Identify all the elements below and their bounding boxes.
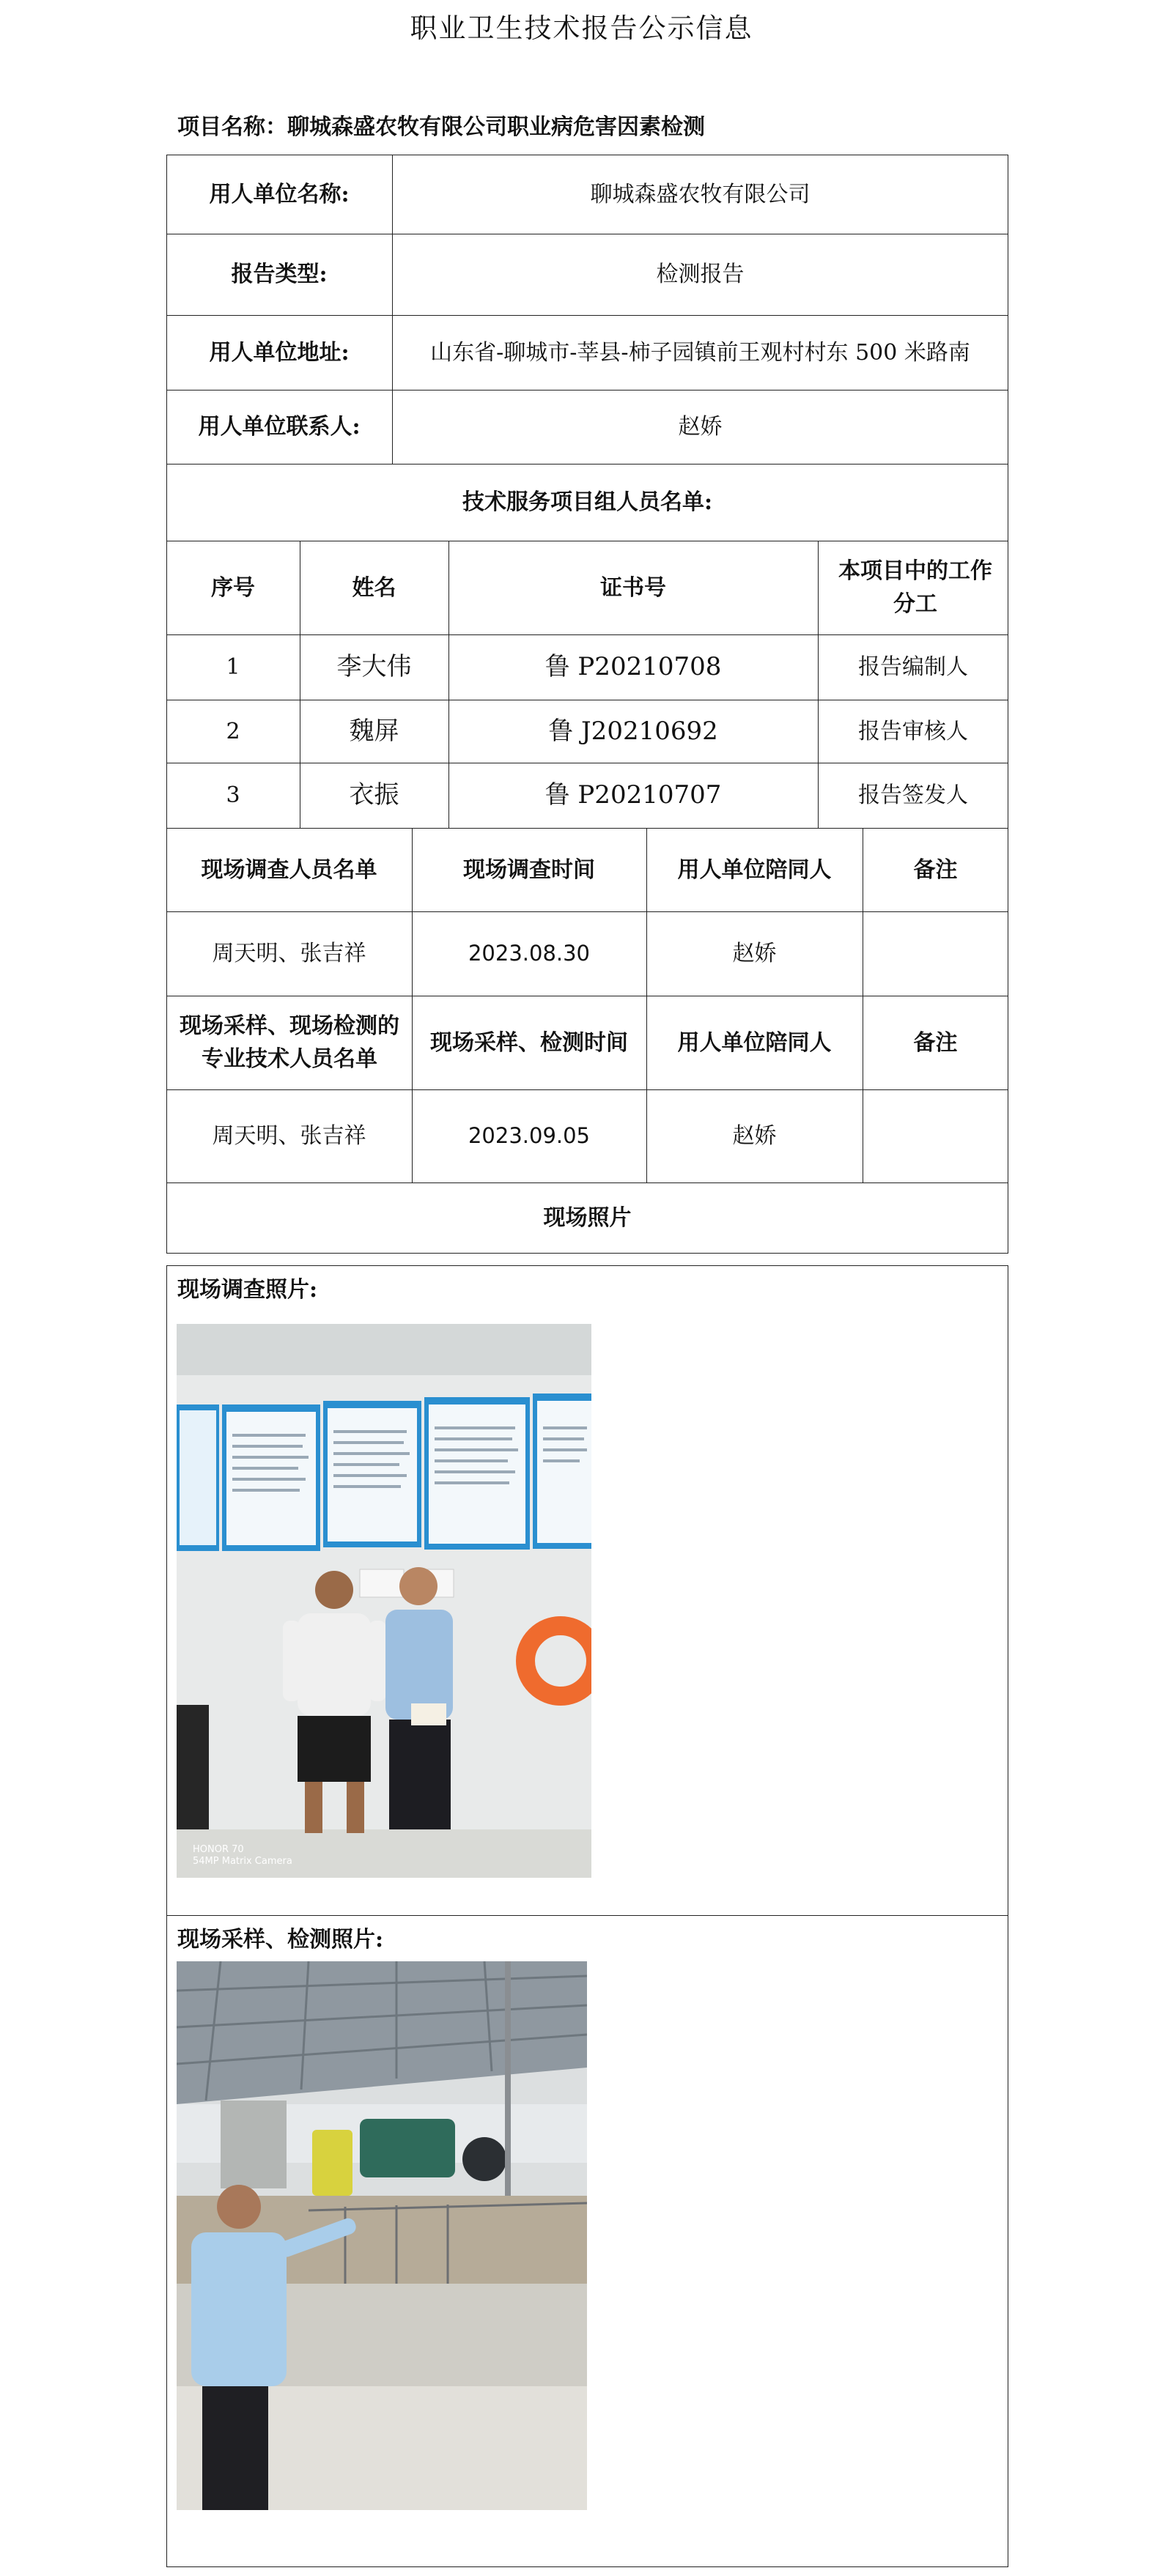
team-row-role: 报告签发人 — [858, 782, 968, 808]
sampling-col-remark: 备注 — [913, 1029, 958, 1056]
camera-watermark: HONOR 70 54MP Matrix Camera — [193, 1844, 292, 1867]
address-label: 用人单位地址: — [209, 339, 350, 366]
sampling-col-staff: 现场采样、现场检测的专业技术人员名单 — [180, 1013, 399, 1072]
team-col-name: 姓名 — [352, 574, 396, 601]
report-type-value: 检测报告 — [656, 262, 745, 287]
team-col-index: 序号 — [211, 574, 255, 601]
team-row-cert: 鲁 P20210707 — [544, 780, 722, 810]
project-name: 项目名称：聊城森盛农牧有限公司职业病危害因素检测 — [177, 114, 705, 140]
employer-value: 聊城森盛农牧有限公司 — [590, 181, 811, 207]
page-title: 职业卫生技术报告公示信息 — [410, 12, 753, 44]
employer-label: 用人单位名称: — [209, 181, 350, 207]
survey-remark — [863, 911, 1008, 996]
report-type-label: 报告类型: — [231, 262, 328, 287]
team-row-index: 1 — [226, 654, 240, 680]
sampling-photo-label: 现场采样、检测照片: — [177, 1926, 384, 1953]
sampling-col-time: 现场采样、检测时间 — [430, 1029, 628, 1056]
survey-col-remark: 备注 — [913, 856, 958, 883]
contact-label: 用人单位联系人: — [198, 414, 361, 440]
survey-time: 2023.08.30 — [468, 940, 591, 966]
photos-header: 现场照片 — [543, 1205, 632, 1231]
team-col-role: 本项目中的工作分工 — [838, 558, 992, 617]
sampling-staff: 周天明、张吉祥 — [212, 1123, 366, 1149]
team-row-name: 李大伟 — [336, 652, 412, 681]
team-row-index: 2 — [226, 718, 240, 744]
sampling-col-companion: 用人单位陪同人 — [677, 1029, 832, 1056]
team-row-role: 报告编制人 — [858, 654, 968, 680]
survey-photo-label: 现场调查照片: — [177, 1276, 318, 1303]
survey-companion: 赵娇 — [732, 941, 777, 966]
survey-col-staff: 现场调查人员名单 — [201, 856, 377, 883]
team-col-cert: 证书号 — [600, 574, 666, 601]
team-header: 技术服务项目组人员名单: — [462, 489, 713, 515]
sampling-remark — [863, 1089, 1008, 1182]
sampling-companion: 赵娇 — [732, 1123, 777, 1149]
team-row-name: 魏屏 — [349, 716, 399, 746]
team-row-name: 衣振 — [349, 780, 399, 810]
survey-staff: 周天明、张吉祥 — [212, 941, 366, 966]
contact-value: 赵娇 — [678, 414, 723, 440]
team-row-index: 3 — [226, 782, 240, 808]
sampling-photo — [177, 1961, 587, 2510]
team-row-cert: 鲁 J20210692 — [548, 716, 718, 746]
team-row-role: 报告审核人 — [858, 718, 968, 744]
survey-photo — [177, 1324, 591, 1878]
team-row-cert: 鲁 P20210708 — [544, 652, 722, 681]
sampling-time: 2023.09.05 — [468, 1122, 591, 1148]
survey-col-companion: 用人单位陪同人 — [677, 856, 832, 883]
survey-col-time: 现场调查时间 — [463, 856, 595, 883]
address-value: 山东省-聊城市-莘县-柿子园镇前王观村村东 500 米路南 — [430, 339, 970, 366]
